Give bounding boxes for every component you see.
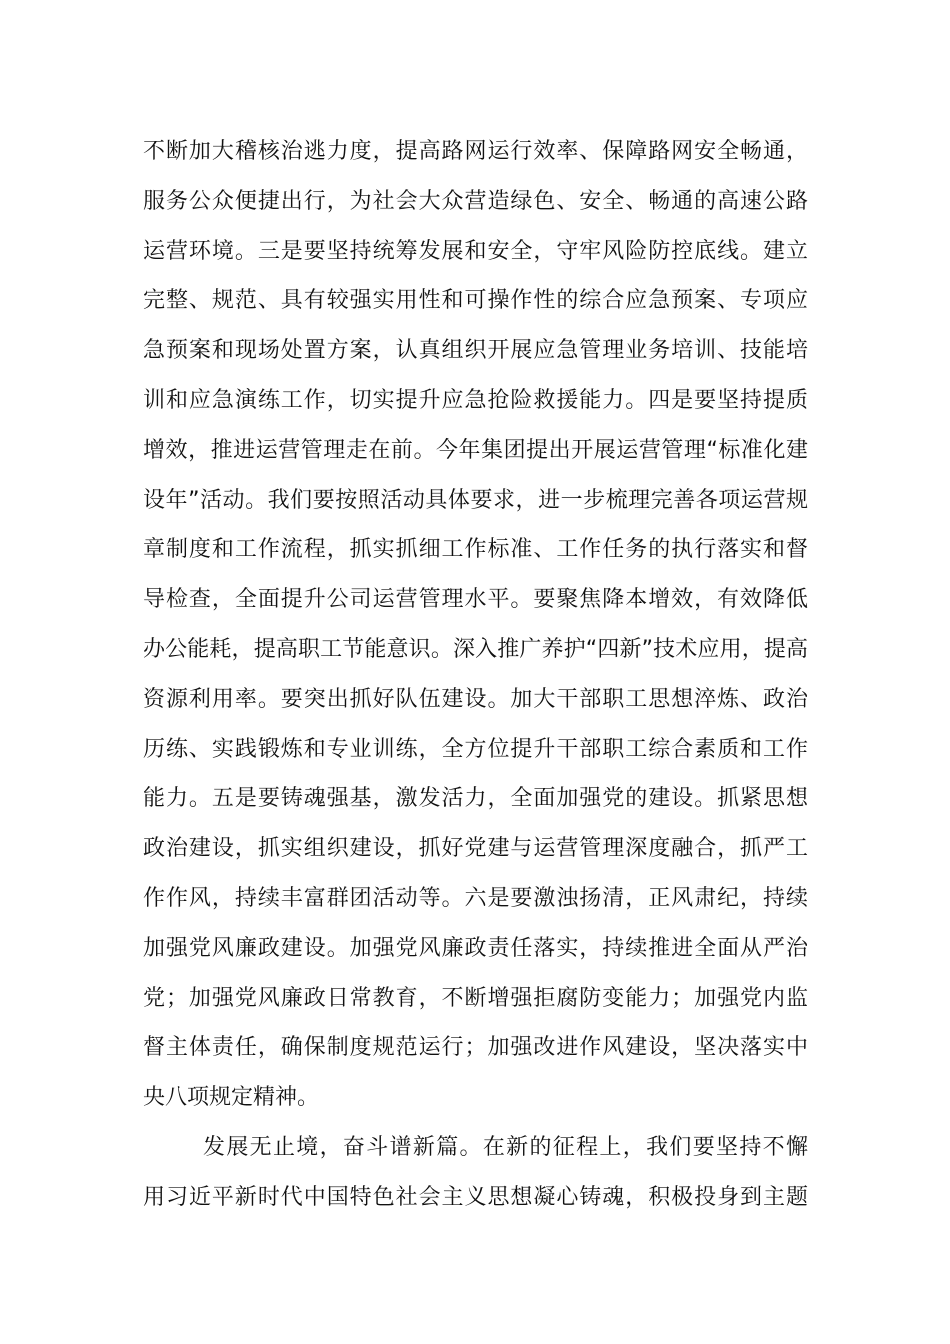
paragraph-first-line: 发展无止境，奋斗谱新篇。在新的征程上，我们要坚持不懈 [203,1134,808,1160]
text-line: 不断加大稽核治逃力度，提高路网运行效率、保障路网安全畅通， [143,139,808,164]
text-line: 章制度和工作流程，抓实抓细工作标准、工作任务的执行落实和督 [143,537,808,563]
text-line: 党；加强党风廉政日常教育，不断增强拒腐防变能力；加强党内监 [143,985,808,1011]
text-line: 央八项规定精神。 [143,1085,320,1111]
text-line: 设年”活动。我们要按照活动具体要求，进一步梳理完善各项运营规 [143,487,808,513]
text-line: 训和应急演练工作，切实提升应急抢险救援能力。四是要坚持提质 [143,387,808,413]
text-line: 用习近平新时代中国特色社会主义思想凝心铸魂，积极投身到主题 [143,1184,808,1210]
text-line: 资源利用率。要突出抓好队伍建设。加大干部职工思想淬炼、政治 [143,686,808,712]
text-line: 政治建设，抓实组织建设，抓好党建与运营管理深度融合，抓严工 [143,836,808,862]
text-line: 导检查，全面提升公司运营管理水平。要聚焦降本增效，有效降低 [143,587,808,613]
text-line: 历练、实践锻炼和专业训练，全方位提升干部职工综合素质和工作 [143,736,808,762]
text-line: 作作风，持续丰富群团活动等。六是要激浊扬清，正风肃纪，持续 [143,885,808,911]
text-line: 办公能耗，提高职工节能意识。深入推广养护“四新”技术应用，提高 [143,636,808,662]
text-line: 服务公众便捷出行，为社会大众营造绿色、安全、畅通的高速公路 [143,188,808,214]
text-line: 增效，推进运营管理走在前。今年集团提出开展运营管理“标准化建 [143,437,808,463]
document-body-text [143,127,808,1223]
text-line: 加强党风廉政建设。加强党风廉政责任落实，持续推进全面从严治 [143,935,808,961]
text-line: 急预案和现场处置方案，认真组织开展应急管理业务培训、技能培 [143,338,808,364]
text-line: 运营环境。三是要坚持统筹发展和安全，守牢风险防控底线。建立 [143,238,808,264]
text-line: 完整、规范、具有较强实用性和可操作性的综合应急预案、专项应 [143,288,808,314]
text-line: 能力。五是要铸魂强基，激发活力，全面加强党的建设。抓紧思想 [143,786,808,812]
text-line: 督主体责任，确保制度规范运行；加强改进作风建设，坚决落实中 [143,1035,808,1061]
